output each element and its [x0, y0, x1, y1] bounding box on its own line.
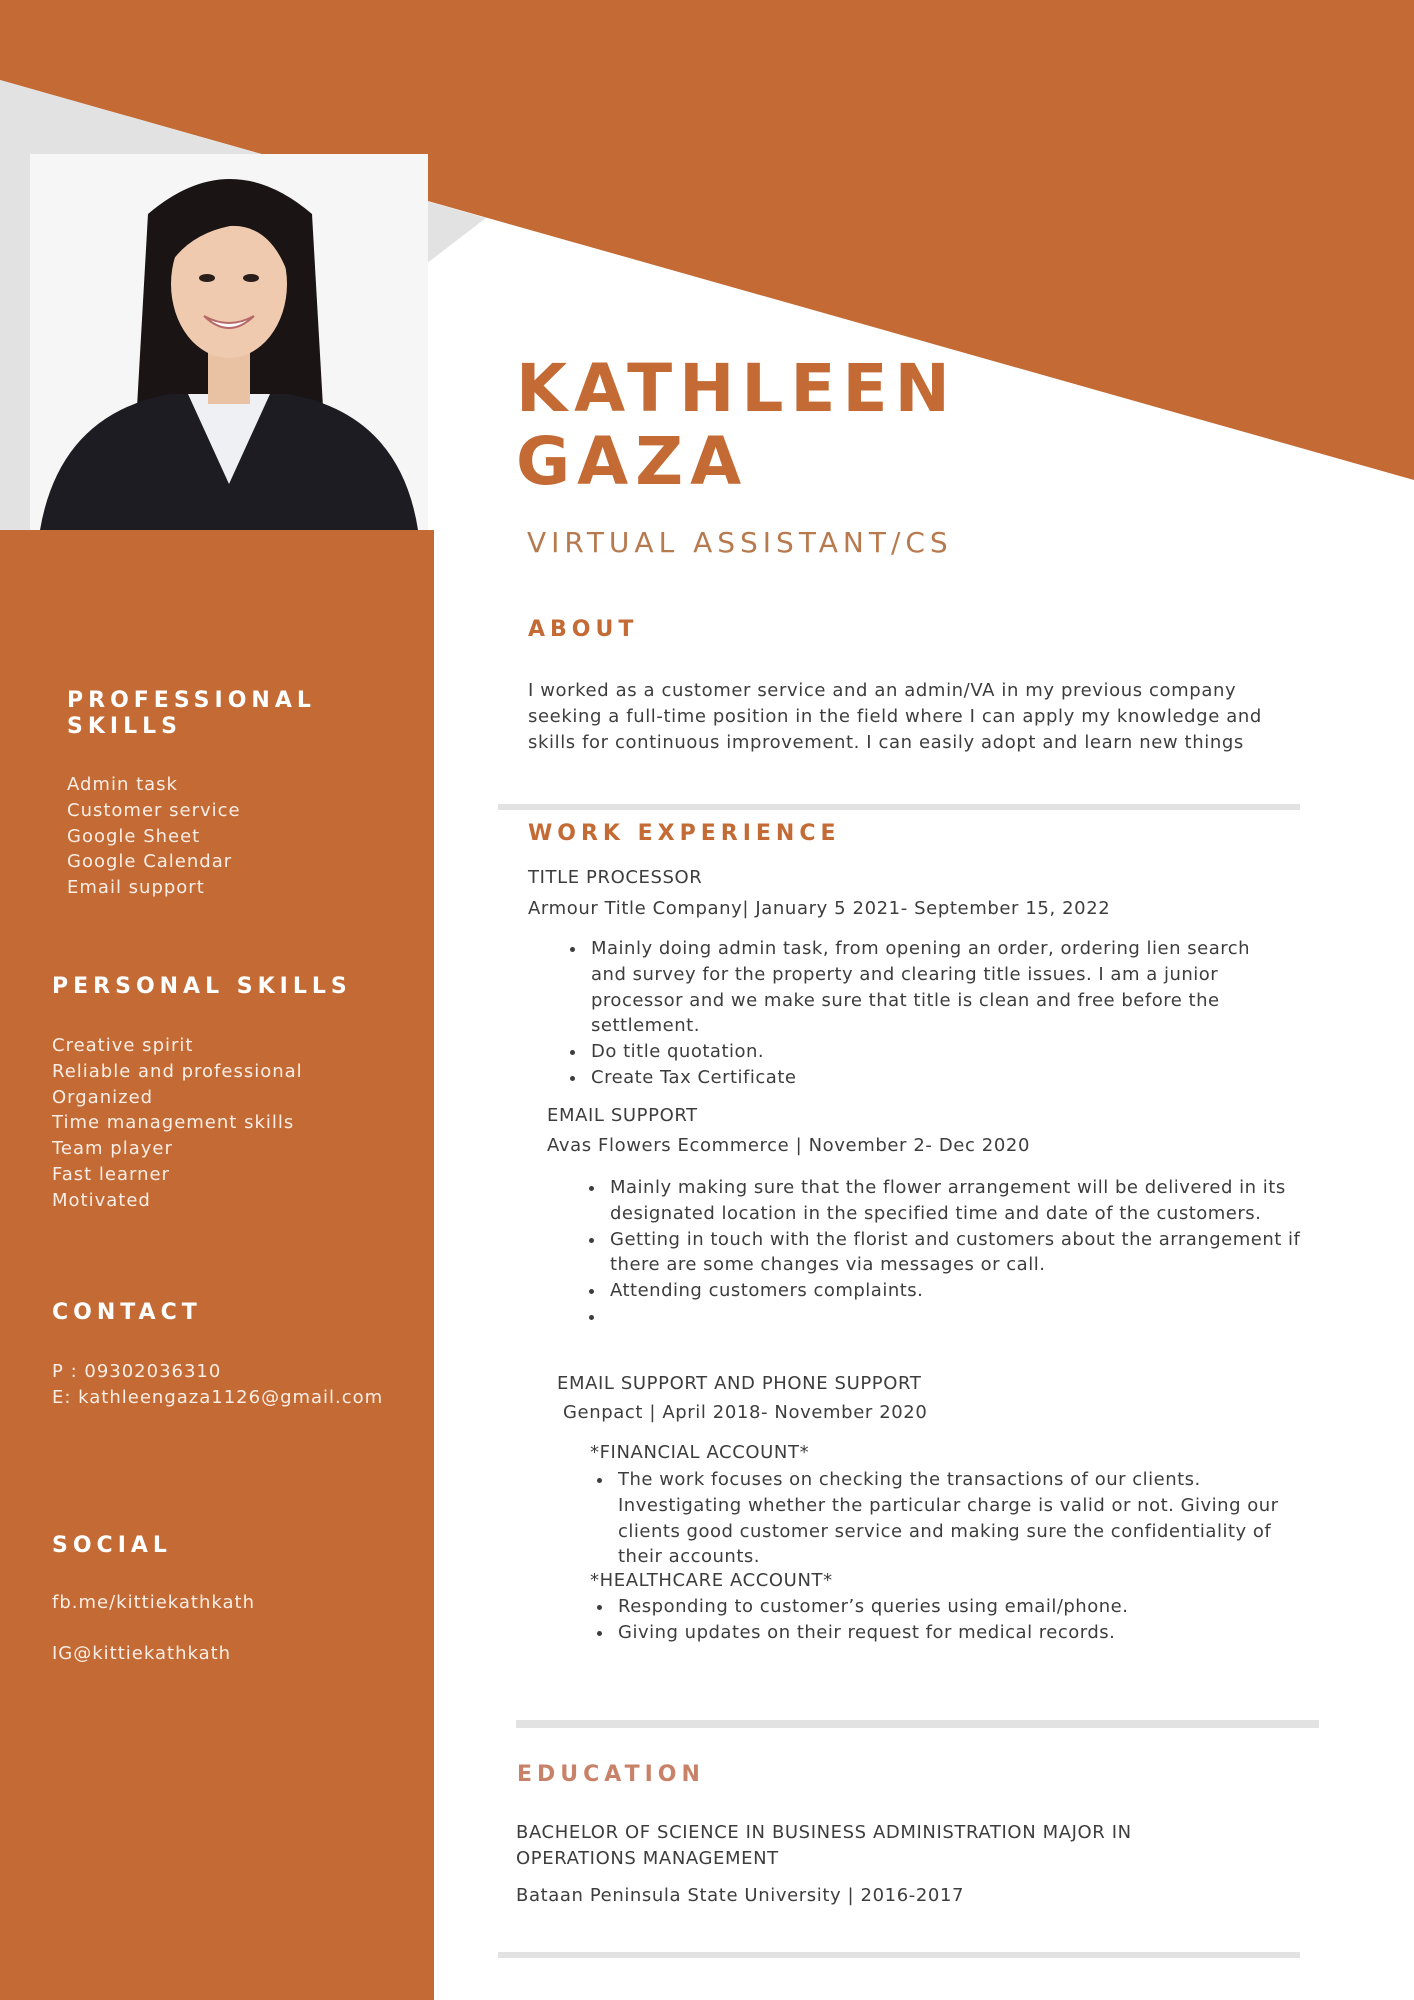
education-heading: EDUCATION: [517, 1762, 705, 1787]
list-item: [606, 1304, 1322, 1330]
list-item: Motivated: [52, 1189, 151, 1211]
full-name: [516, 352, 957, 498]
list-item: Creative spirit: [52, 1035, 194, 1056]
list-item: • Mainly doing admin task, from opening an order, ordering lien search and survey for the property and clearing title issues. I am a junior processor and we make sure that title is clean and free before the settlement.: [587, 936, 1287, 1039]
job-company-2: Avas Flowers Ecommerce | November 2- Dec 2020: [547, 1135, 1031, 1156]
profile-photo: [30, 154, 428, 530]
about-heading: ABOUT: [528, 617, 639, 642]
list-item: • Mainly making sure that the flower arrangement will be delivered in its designated location in the specified time and date of the customers.: [606, 1175, 1322, 1227]
contact-phone: P : 09302036310: [52, 1361, 222, 1382]
financial-bullets: [582, 1467, 1314, 1570]
social-instagram-link[interactable]: IG@kittiekathkath: [52, 1643, 232, 1664]
work-experience-heading: WORK EXPERIENCE: [528, 821, 841, 846]
list-item: • Giving updates on their request for medical records.: [614, 1620, 1314, 1646]
professional-skills-heading: PROFESSIONAL SKILLS: [67, 688, 316, 739]
list-item: Admin task: [67, 774, 178, 795]
job-bullets-1: [555, 936, 1287, 1091]
degree: BACHELOR OF SCIENCE IN BUSINESS ADMINISTRATION MAJOR IN OPERATIONS MANAGEMENT: [516, 1822, 1132, 1869]
divider: [498, 804, 1300, 810]
professional-skills-list: [67, 772, 241, 901]
list-item: • The work focuses on checking the transactions of our clients. Investigating whether the particular charge is valid or not. Giving our clients good customer service and making sure the confidentiality of their accounts.: [614, 1467, 1314, 1570]
personal-skills-heading: PERSONAL SKILLS: [52, 974, 352, 999]
list-item: • Attending customers complaints.: [606, 1278, 1322, 1304]
list-item: • Getting in touch with the florist and customers about the arrangement if there are some changes via messages or call.: [606, 1227, 1322, 1279]
first-name: KATHLEEN: [516, 350, 957, 427]
job-title-1: TITLE PROCESSOR: [528, 867, 703, 888]
list-item: • Responding to customer’s queries using email/phone.: [614, 1594, 1314, 1620]
healthcare-account-label: *HEALTHCARE ACCOUNT*: [590, 1570, 833, 1591]
job-bullets-2: [574, 1175, 1322, 1330]
job-title: VIRTUAL ASSISTANT/CS: [527, 526, 953, 559]
list-item: Time management skills: [52, 1112, 295, 1134]
school: Bataan Peninsula State University | 2016-2017: [516, 1885, 965, 1906]
about-text: I worked as a customer service and an admin/VA in my previous company seeking a full-time position in the field where I can apply my knowledge and skills for continuous improvement. I can easily adopt and learn new things: [528, 680, 1262, 753]
social-facebook-link[interactable]: fb.me/kittiekathkath: [52, 1592, 255, 1613]
last-name: GAZA: [516, 423, 749, 500]
list-item: • Do title quotation.: [587, 1039, 1287, 1065]
list-item: Google Calendar: [67, 851, 233, 873]
financial-account-label: *FINANCIAL ACCOUNT*: [590, 1442, 810, 1463]
list-item: Team player: [52, 1138, 173, 1160]
list-item: Google Sheet: [67, 825, 201, 847]
list-item: Reliable and professional: [52, 1060, 303, 1082]
list-item: Fast learner: [52, 1163, 170, 1185]
contact-email[interactable]: E: kathleengaza1126@gmail.com: [52, 1387, 384, 1408]
list-item: Customer service: [67, 799, 241, 821]
personal-skills-list: [52, 1033, 303, 1214]
contact-heading: CONTACT: [52, 1300, 202, 1325]
divider: [498, 1952, 1300, 1958]
job-company-1: Armour Title Company| January 5 2021- September 15, 2022: [528, 898, 1111, 919]
social-heading: SOCIAL: [52, 1533, 172, 1558]
job-title-3: EMAIL SUPPORT AND PHONE SUPPORT: [557, 1373, 922, 1394]
list-item: Email support: [67, 877, 205, 899]
job-title-2: EMAIL SUPPORT: [547, 1105, 698, 1126]
divider: [516, 1720, 1319, 1728]
healthcare-bullets: [582, 1594, 1314, 1646]
list-item: • Create Tax Certificate: [587, 1065, 1287, 1091]
list-item: Organized: [52, 1086, 154, 1108]
job-company-3: Genpact | April 2018- November 2020: [563, 1402, 928, 1423]
